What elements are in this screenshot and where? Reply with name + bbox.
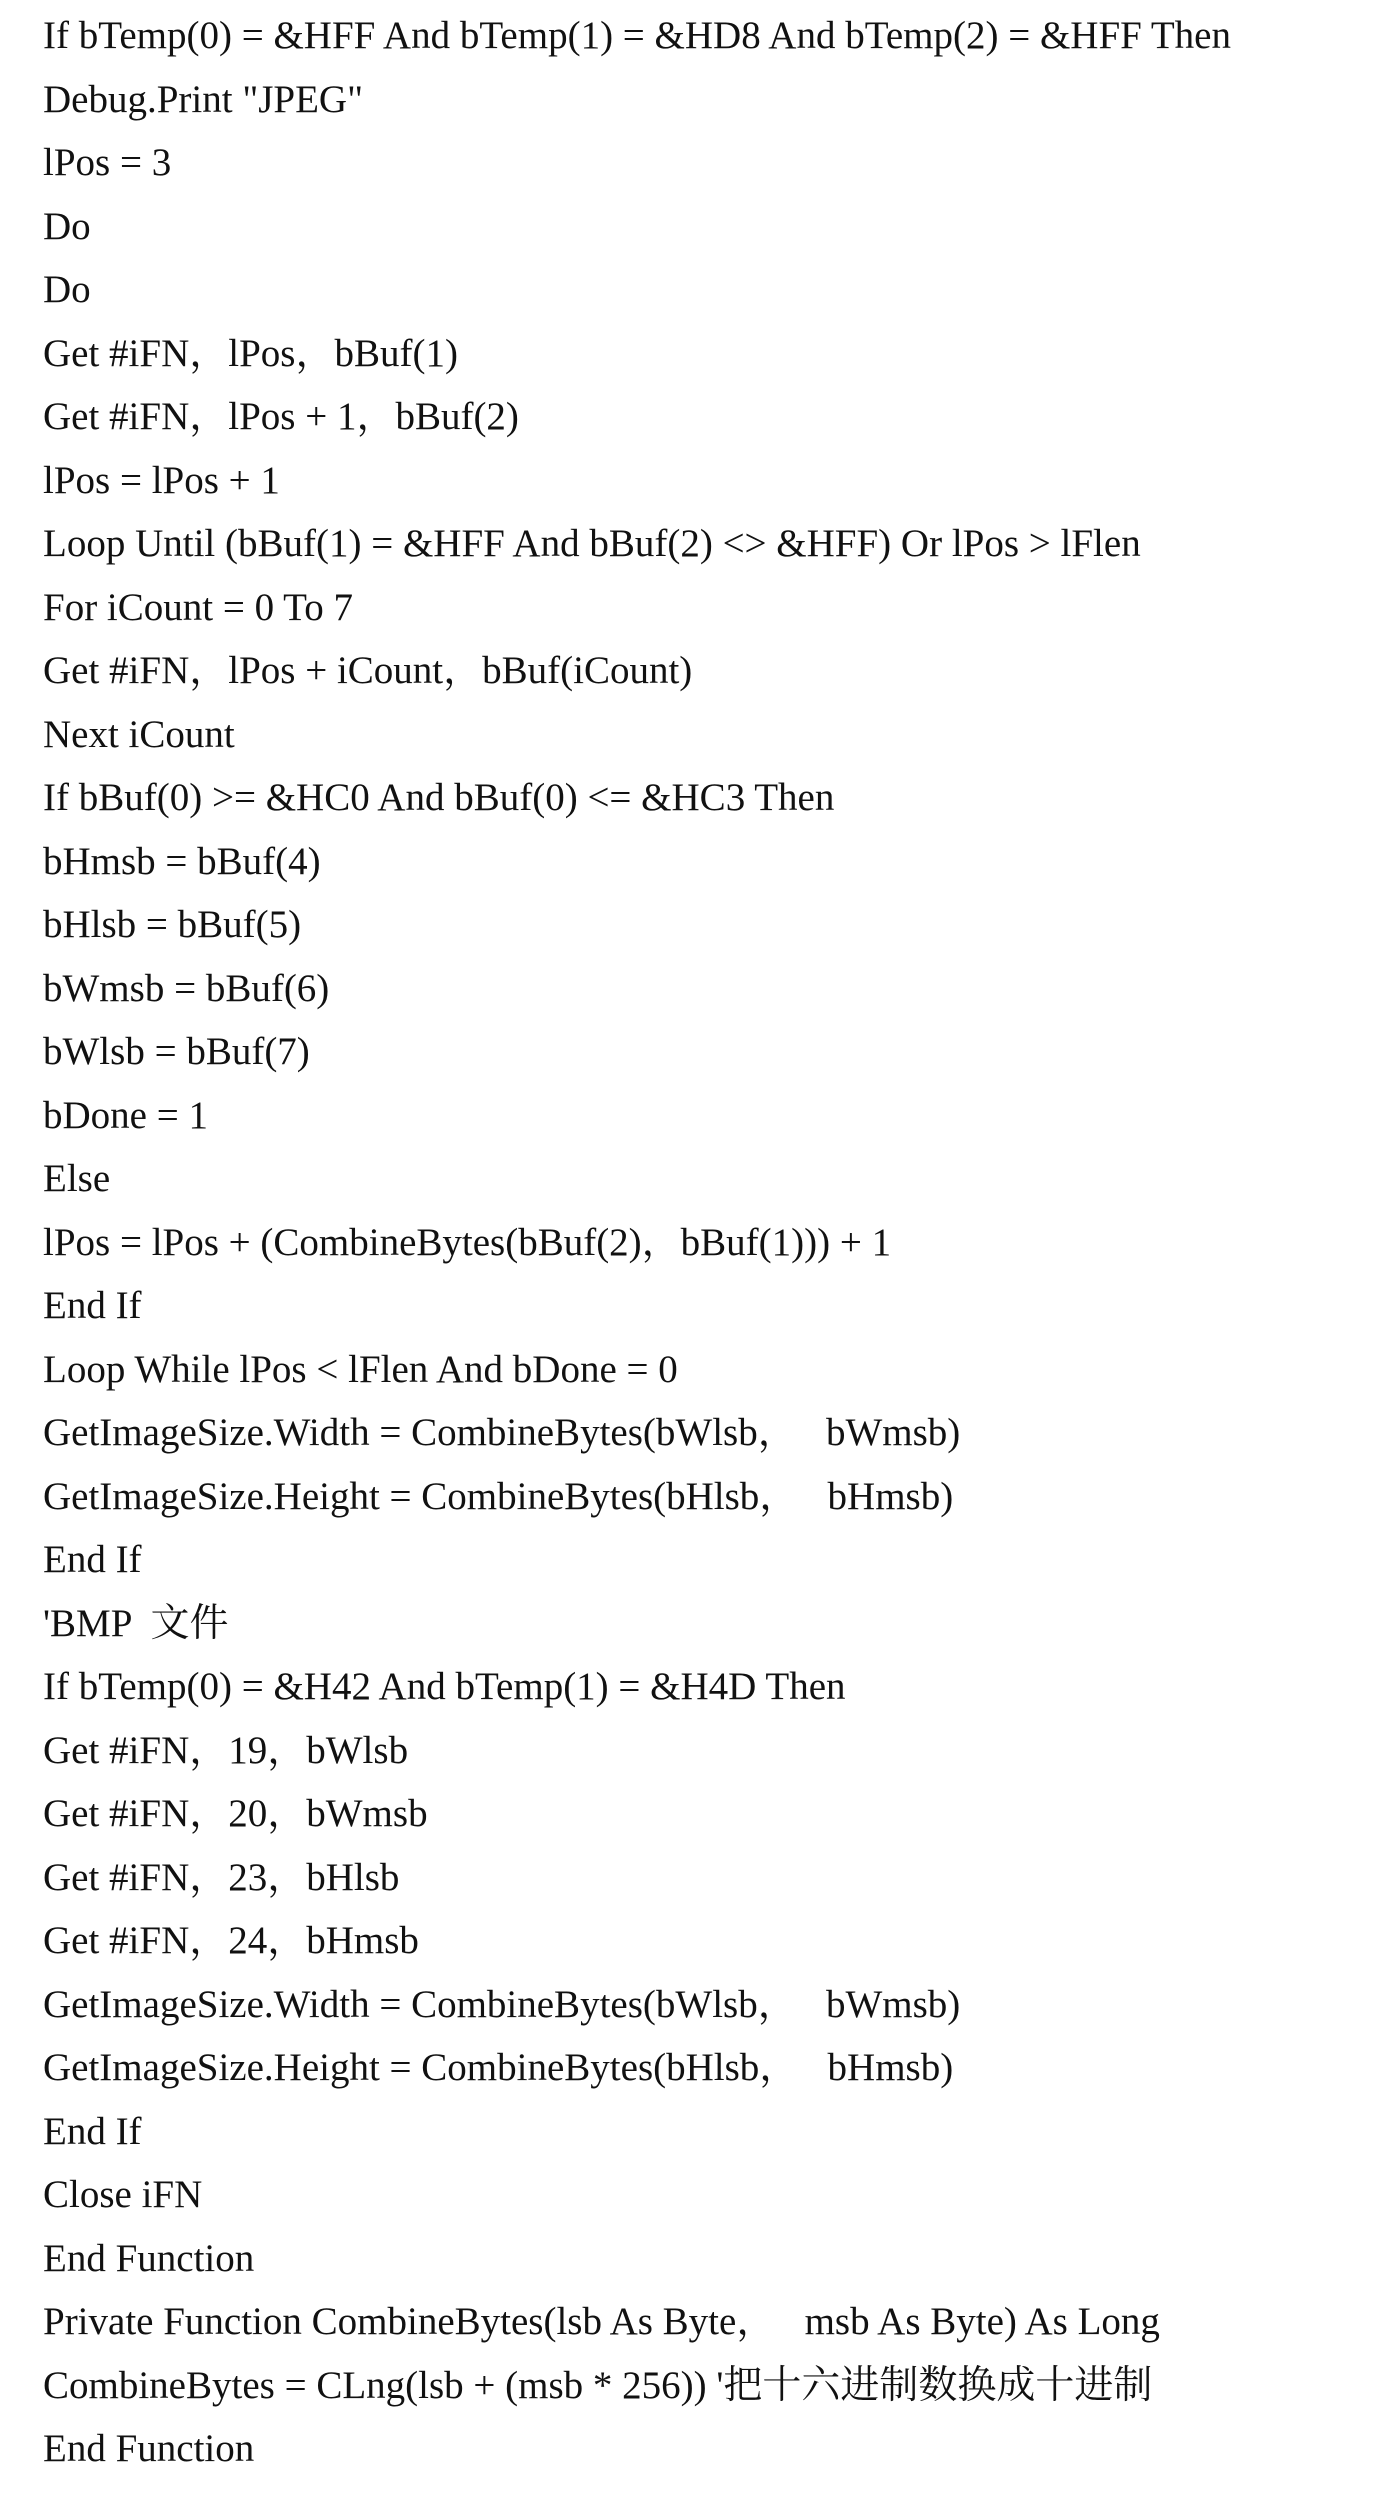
code-line: Next iCount — [43, 712, 235, 756]
code-line: If bTemp(0) = &HFF And bTemp(1) = &HD8 And bTemp(2) = &HFF Then — [43, 14, 1231, 57]
code-line: End Function — [43, 2427, 255, 2470]
code-line: bWlsb = bBuf(7) — [43, 1030, 310, 1073]
code-line: Else — [43, 1157, 111, 1200]
code-line: Get #iFN，23，bHlsb — [43, 1855, 400, 1899]
code-line: Get #iFN，lPos，bBuf(1) — [43, 331, 458, 375]
code-line: Loop While lPos < lFlen And bDone = 0 — [43, 1347, 678, 1391]
code-line: GetImageSize.Height = CombineBytes(bHlsb， bHmsb) — [43, 1474, 954, 1518]
code-line: Loop Until (bBuf(1) = &HFF And bBuf(2) <> &HFF) Or lPos > lFlen — [43, 522, 1141, 565]
code-listing — [43, 4, 1384, 2481]
code-line: GetImageSize.Height = CombineBytes(bHlsb， bHmsb) — [43, 2046, 954, 2089]
code-line: Close iFN — [43, 2173, 203, 2216]
code-line: bHmsb = bBuf(4) — [43, 839, 321, 883]
code-line: Do — [43, 268, 91, 311]
code-line: End If — [43, 2109, 142, 2153]
code-line: GetImageSize.Width = CombineBytes(bWlsb， bWmsb) — [43, 1411, 961, 1454]
code-line: Private Function CombineBytes(lsb As Byte， msb As Byte) As Long — [43, 2300, 1160, 2343]
code-line: Get #iFN，24，bHmsb — [43, 1919, 419, 1962]
code-line: GetImageSize.Width = CombineBytes(bWlsb， bWmsb) — [43, 1982, 961, 2026]
code-line: Do — [43, 204, 91, 248]
code-line: Get #iFN，19，bWlsb — [43, 1728, 409, 1772]
code-line: bHlsb = bBuf(5) — [43, 903, 302, 946]
code-line: Get #iFN，lPos + 1，bBuf(2) — [43, 395, 519, 438]
code-line: If bTemp(0) = &H42 And bTemp(1) = &H4D Then — [43, 1665, 846, 1708]
code-line: For iCount = 0 To 7 — [43, 585, 354, 629]
code-line: Get #iFN，20，bWmsb — [43, 1792, 428, 1835]
code-line: lPos = lPos + 1 — [43, 458, 280, 502]
code-line: lPos = 3 — [43, 141, 172, 184]
code-line: 'BMP 文件 — [43, 1601, 229, 1645]
code-line: If bBuf(0) >= &HC0 And bBuf(0) <= &HC3 Then — [43, 776, 835, 819]
code-line: bDone = 1 — [43, 1093, 208, 1137]
code-line: lPos = lPos + (CombineBytes(bBuf(2)，bBuf(1))) + 1 — [43, 1220, 892, 1264]
code-line: End Function — [43, 2236, 255, 2280]
code-line: Debug.Print "JPEG" — [43, 77, 364, 121]
code-line: End If — [43, 1284, 142, 1327]
code-line: bWmsb = bBuf(6) — [43, 966, 330, 1010]
code-line: CombineBytes = CLng(lsb + (msb * 256)) '把十六进制数换成十进制 — [43, 2363, 1153, 2407]
code-line: End If — [43, 1538, 142, 1581]
code-line: Get #iFN，lPos + iCount，bBuf(iCount) — [43, 649, 693, 692]
